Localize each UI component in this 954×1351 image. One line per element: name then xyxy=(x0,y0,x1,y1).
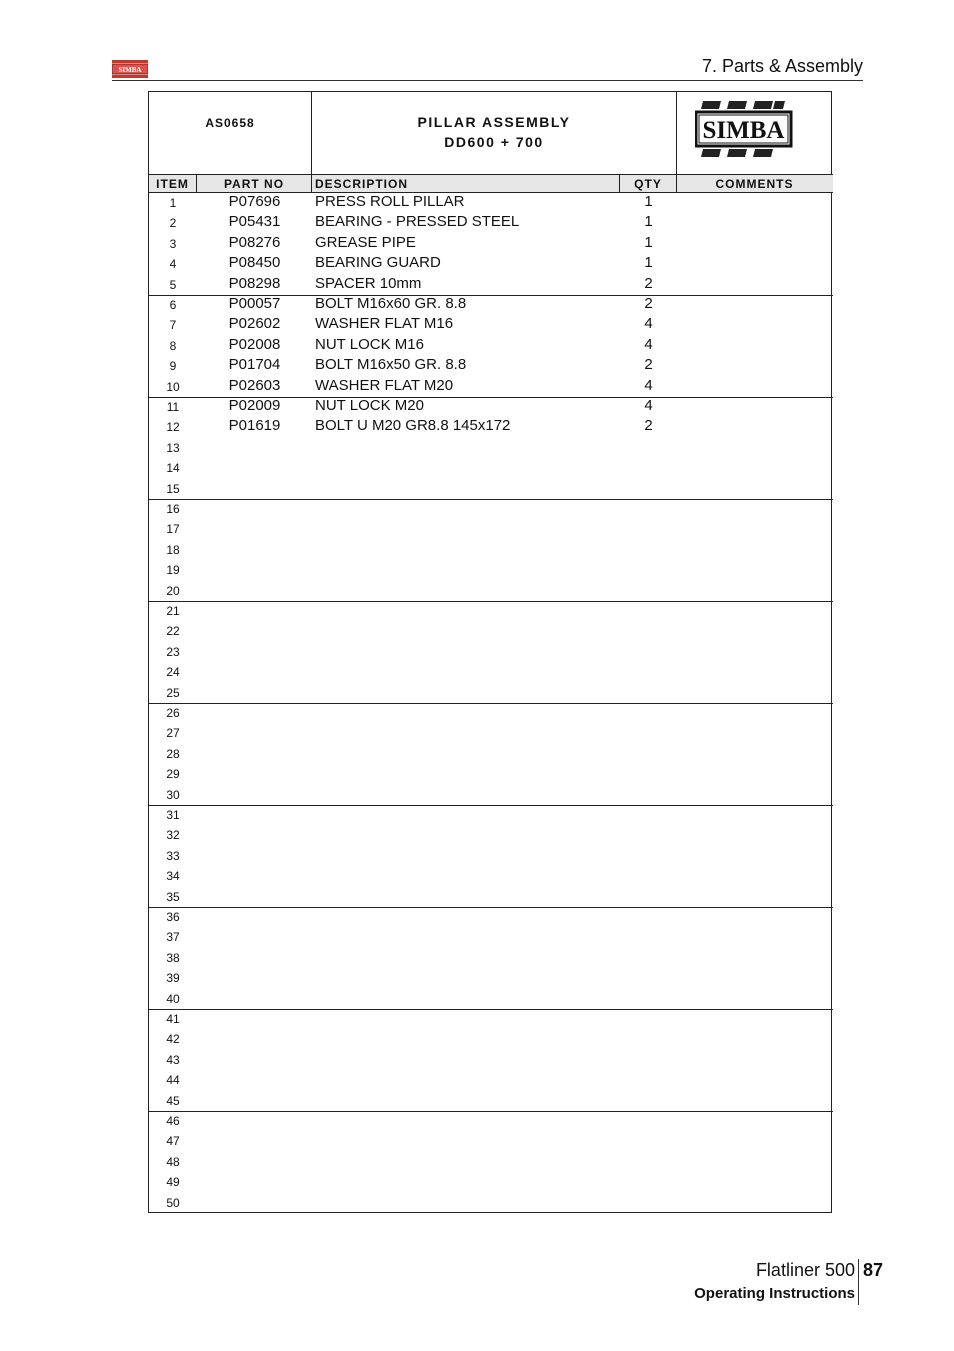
item-number: 27 xyxy=(166,726,180,741)
table-row xyxy=(149,234,833,254)
part-number: P05431 xyxy=(228,213,281,231)
simba-logo xyxy=(695,99,793,161)
part-quantity: 1 xyxy=(644,233,653,251)
table-row xyxy=(149,1070,833,1090)
table-row xyxy=(149,846,833,866)
table-row xyxy=(149,785,833,805)
page-number: 87 xyxy=(863,1260,884,1280)
parts-list-sheet xyxy=(148,91,832,1213)
table-row xyxy=(149,744,833,764)
table-row xyxy=(149,723,833,743)
table-row xyxy=(149,1172,833,1192)
assembly-title: PILLAR ASSEMBLY xyxy=(417,114,571,130)
part-number: P01704 xyxy=(228,356,281,374)
item-number: 32 xyxy=(166,828,180,843)
table-row xyxy=(149,397,833,417)
part-description: BOLT M16x60 GR. 8.8 xyxy=(315,295,467,312)
part-number: P02602 xyxy=(228,315,281,333)
table-row xyxy=(149,927,833,947)
part-quantity: 2 xyxy=(644,356,653,374)
part-description: SPACER 10mm xyxy=(315,274,422,292)
part-description: BOLT M16x50 GR. 8.8 xyxy=(315,356,467,374)
table-row xyxy=(149,540,833,560)
table-row xyxy=(149,254,833,274)
table-row xyxy=(149,642,833,662)
logo-cell xyxy=(677,92,832,174)
part-number: P01619 xyxy=(228,417,281,435)
table-row xyxy=(149,1193,833,1213)
column-header-comments: COMMENTS xyxy=(715,177,794,191)
part-number: P08450 xyxy=(228,254,281,272)
table-row xyxy=(149,438,833,458)
part-description: BOLT U M20 GR8.8 145x172 xyxy=(315,417,511,435)
table-row xyxy=(149,417,833,437)
table-row xyxy=(149,1152,833,1172)
part-number: P08298 xyxy=(228,274,281,292)
part-number: P02009 xyxy=(228,397,281,414)
item-number: 25 xyxy=(166,685,180,700)
item-number: 21 xyxy=(166,604,180,618)
part-description: NUT LOCK M16 xyxy=(315,335,424,353)
section-title: 7. Parts & Assembly xyxy=(701,56,863,76)
part-description: PRESS ROLL PILLAR xyxy=(315,193,465,210)
item-number: 30 xyxy=(166,787,180,802)
part-quantity: 2 xyxy=(644,295,653,312)
part-number: P07696 xyxy=(228,193,281,210)
table-row xyxy=(149,295,833,315)
column-header-description: DESCRIPTION xyxy=(312,175,620,192)
part-description: BEARING - PRESSED STEEL xyxy=(315,213,520,231)
table-row xyxy=(149,1131,833,1151)
table-row xyxy=(149,662,833,682)
svg-text:SIMBA: SIMBA xyxy=(118,66,142,74)
part-quantity: 4 xyxy=(644,315,653,333)
item-number: 17 xyxy=(166,522,180,537)
item-number: 13 xyxy=(166,440,180,455)
table-row xyxy=(149,356,833,376)
item-number: 22 xyxy=(166,624,180,639)
part-description: WASHER FLAT M16 xyxy=(315,315,454,333)
table-row xyxy=(149,1050,833,1070)
part-description: BEARING GUARD xyxy=(315,254,441,272)
part-number: P08276 xyxy=(228,233,281,251)
item-number: 8 xyxy=(169,338,177,353)
item-number: 26 xyxy=(166,706,180,720)
item-number: 50 xyxy=(166,1195,180,1210)
item-number: 38 xyxy=(166,950,180,965)
table-row xyxy=(149,948,833,968)
item-number: 40 xyxy=(166,991,180,1006)
table-row xyxy=(149,458,833,478)
item-number: 42 xyxy=(166,1032,180,1047)
part-description: NUT LOCK M20 xyxy=(315,397,424,414)
table-row xyxy=(149,907,833,927)
item-number: 15 xyxy=(166,481,180,496)
item-number: 28 xyxy=(166,746,180,761)
part-description: GREASE PIPE xyxy=(315,233,416,251)
table-row xyxy=(149,1091,833,1111)
table-row xyxy=(149,519,833,539)
item-number: 46 xyxy=(166,1114,180,1128)
assembly-model: DD600 + 700 xyxy=(444,134,544,150)
item-number: 45 xyxy=(166,1093,180,1108)
part-number: P02008 xyxy=(228,335,281,353)
table-row xyxy=(149,479,833,499)
item-number: 12 xyxy=(166,420,180,435)
item-number: 39 xyxy=(166,971,180,986)
table-row xyxy=(149,275,833,295)
simba-logo-small xyxy=(112,60,148,78)
item-number: 23 xyxy=(166,644,180,659)
table-row xyxy=(149,703,833,723)
footer-divider xyxy=(858,1259,859,1305)
table-row xyxy=(149,377,833,397)
item-number: 10 xyxy=(166,379,180,394)
part-quantity: 4 xyxy=(644,376,653,394)
item-number: 3 xyxy=(169,236,177,251)
part-number: P00057 xyxy=(228,295,281,312)
table-row xyxy=(149,989,833,1009)
item-number: 19 xyxy=(166,563,180,578)
item-number: 47 xyxy=(166,1134,180,1149)
table-row xyxy=(149,193,833,213)
part-quantity: 1 xyxy=(644,254,653,272)
item-number: 24 xyxy=(166,665,180,680)
item-number: 36 xyxy=(166,910,180,924)
item-number: 48 xyxy=(166,1154,180,1169)
item-number: 34 xyxy=(166,869,180,884)
table-row xyxy=(149,866,833,886)
column-header-qty: QTY xyxy=(620,175,677,192)
table-row xyxy=(149,560,833,580)
footer-subtitle: Operating Instructions xyxy=(694,1285,855,1302)
table-row xyxy=(149,825,833,845)
item-number: 2 xyxy=(169,216,177,231)
item-number: 44 xyxy=(166,1073,180,1088)
part-number: P02603 xyxy=(228,376,281,394)
item-number: 20 xyxy=(166,583,180,598)
table-row xyxy=(149,336,833,356)
table-row xyxy=(149,805,833,825)
item-number: 4 xyxy=(169,257,177,272)
column-header-row xyxy=(149,174,833,193)
item-number: 16 xyxy=(166,502,180,516)
title-block xyxy=(149,92,833,174)
table-row xyxy=(149,315,833,335)
item-number: 41 xyxy=(166,1012,180,1026)
table-row xyxy=(149,601,833,621)
item-number: 14 xyxy=(166,461,180,476)
assembly-number-cell xyxy=(149,92,312,174)
table-row xyxy=(149,1029,833,1049)
column-header-item: ITEM xyxy=(149,175,197,192)
table-row xyxy=(149,581,833,601)
footer-product-name: Flatliner 500 xyxy=(755,1260,855,1280)
item-number: 33 xyxy=(166,848,180,863)
item-number: 6 xyxy=(169,298,177,312)
table-row xyxy=(149,968,833,988)
item-number: 7 xyxy=(169,318,177,333)
assembly-number: AS0658 xyxy=(205,116,255,130)
header-rule xyxy=(112,80,863,81)
part-quantity: 2 xyxy=(644,417,653,435)
item-number: 35 xyxy=(166,889,180,904)
assembly-title-cell xyxy=(312,92,677,174)
item-number: 9 xyxy=(169,359,177,374)
item-number: 43 xyxy=(166,1052,180,1067)
part-description: WASHER FLAT M20 xyxy=(315,376,454,394)
part-quantity: 4 xyxy=(644,397,653,414)
item-number: 18 xyxy=(166,542,180,557)
item-number: 1 xyxy=(169,196,177,210)
part-quantity: 1 xyxy=(644,213,653,231)
item-number: 5 xyxy=(169,277,177,292)
svg-text:SIMBA: SIMBA xyxy=(702,117,785,144)
table-row xyxy=(149,621,833,641)
part-quantity: 1 xyxy=(644,193,653,210)
table-row xyxy=(149,764,833,784)
table-row xyxy=(149,887,833,907)
column-header-part-no: PART NO xyxy=(197,175,312,192)
table-row xyxy=(149,1111,833,1131)
table-row xyxy=(149,499,833,519)
item-number: 37 xyxy=(166,930,180,945)
table-row xyxy=(149,1009,833,1029)
item-number: 49 xyxy=(166,1175,180,1190)
part-quantity: 4 xyxy=(644,335,653,353)
table-row xyxy=(149,213,833,233)
table-row xyxy=(149,683,833,703)
item-number: 29 xyxy=(166,767,180,782)
item-number: 31 xyxy=(166,808,180,822)
item-number: 11 xyxy=(166,400,180,414)
part-quantity: 2 xyxy=(644,274,653,292)
